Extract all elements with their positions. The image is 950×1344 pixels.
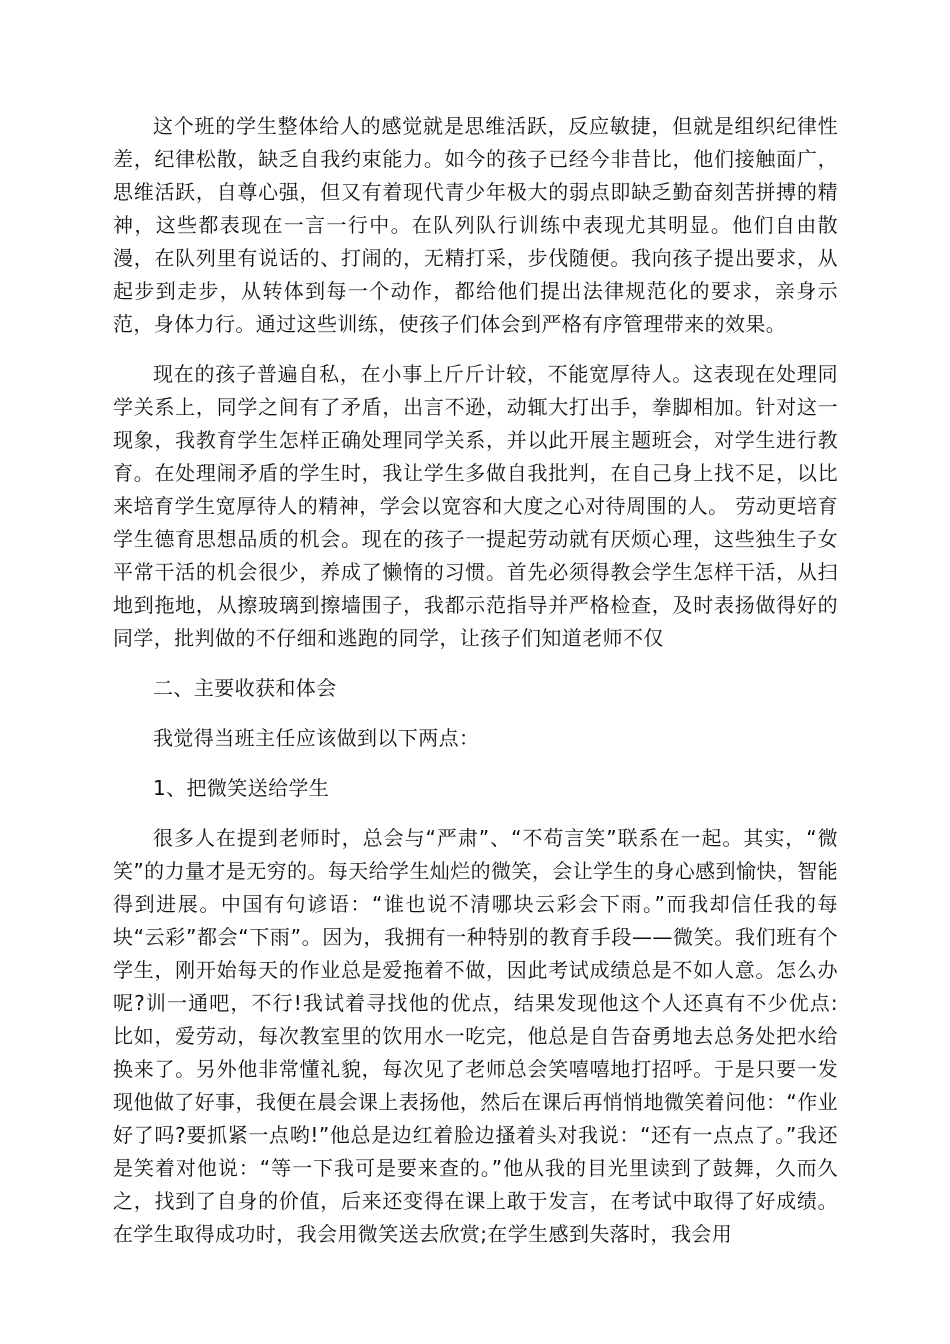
paragraph-selfishness-and-labor: 现在的孩子普遍自私，在小事上斤斤计较，不能宽厚待人。这表现在处理同学关系上，同学之间有了矛盾，出言不逊，动辄大打出手，拳脚相加。针对这一现象，我教育学生怎样正确处理同学关系，并以此开展主题班会，对学生进行教育。在处理闹矛盾的学生时，我让学生多做自我批判，在自己身上找不足，以比来培育学生宽厚待人的精神，学会以宽容和大度之心对待周围的人。 劳动更培育学生德育思想品质的机会。现在的孩子一提起劳动就有厌烦心理，这些独生子女平常干活的机会很少，养成了懒惰的习惯。首先必须得教会学生怎样干活，从扫地到拖地，从擦玻璃到擦墙围子，我都示范指导并严格检查，及时表扬做得好的同学，批判做的不仔细和逃跑的同学，让孩子们知道老师不仅 [113,362,838,650]
intro-line-two-points: 我觉得当班主任应该做到以下两点： [153,726,480,750]
section-heading-gains: 二、主要收获和体会 [153,676,337,700]
subheading-smile: 1、把微笑送给学生 [153,776,330,800]
paragraph-discipline: 这个班的学生整体给人的感觉就是思维活跃，反应敏捷，但就是组织纪律性差，纪律松散，缺乏自我约束能力。如今的孩子已经今非昔比，他们接触面广，思维活跃，自尊心强，但又有着现代青少年极大的弱点即缺乏勤奋刻苦拼搏的精神，这些都表现在一言一行中。在队列队行训练中表现尤其明显。他们自由散漫，在队列里有说话的、打闹的，无精打采，步伐随便。我向孩子提出要求，从起步到走步，从转体到每一个动作，都给他们提出法律规范化的要求，亲身示范，身体力行。通过这些训练，使孩子们体会到严格有序管理带来的效果。 [113,114,838,336]
document-body [113,110,838,1268]
paragraph-smile-story: 很多人在提到老师时，总会与“严肃”、“不苟言笑”联系在一起。其实，“微笑”的力量才是无穷的。每天给学生灿烂的微笑，会让学生的身心感到愉快，智能得到进展。中国有句谚语：“谁也说不清哪块云彩会下雨。”而我却信任我的每块“云彩”都会“下雨”。因为，我拥有一种特别的教育手段——微笑。我们班有个学生，刚开始每天的作业总是爱拖着不做，因此考试成绩总是不如人意。怎么办呢?训一通吧，不行!我试着寻找他的优点，结果发现他这个人还真有不少优点: 比如，爱劳动，每次教室里的饮用水一吃完，他总是自告奋勇地去总务处把水给换来了。另外他非常懂礼貌，每次见了老师总会笑嘻嘻地打招呼。于是只要一发现他做了好事，我便在晨会课上表扬他，然后在课后再悄悄地微笑着问他：“作业好了吗?要抓紧一点哟!”他总是边红着脸边搔着头对我说：“还有一点点了。”我还是笑着对他说：“等一下我可是要来查的。”他从我的目光里读到了鼓舞，久而久之，找到了自身的价值，后来还变得在课上敢于发言，在考试中取得了好成绩。在学生取得成功时，我会用微笑送去欣赏;在学生感到失落时，我会用 [113,826,838,1246]
